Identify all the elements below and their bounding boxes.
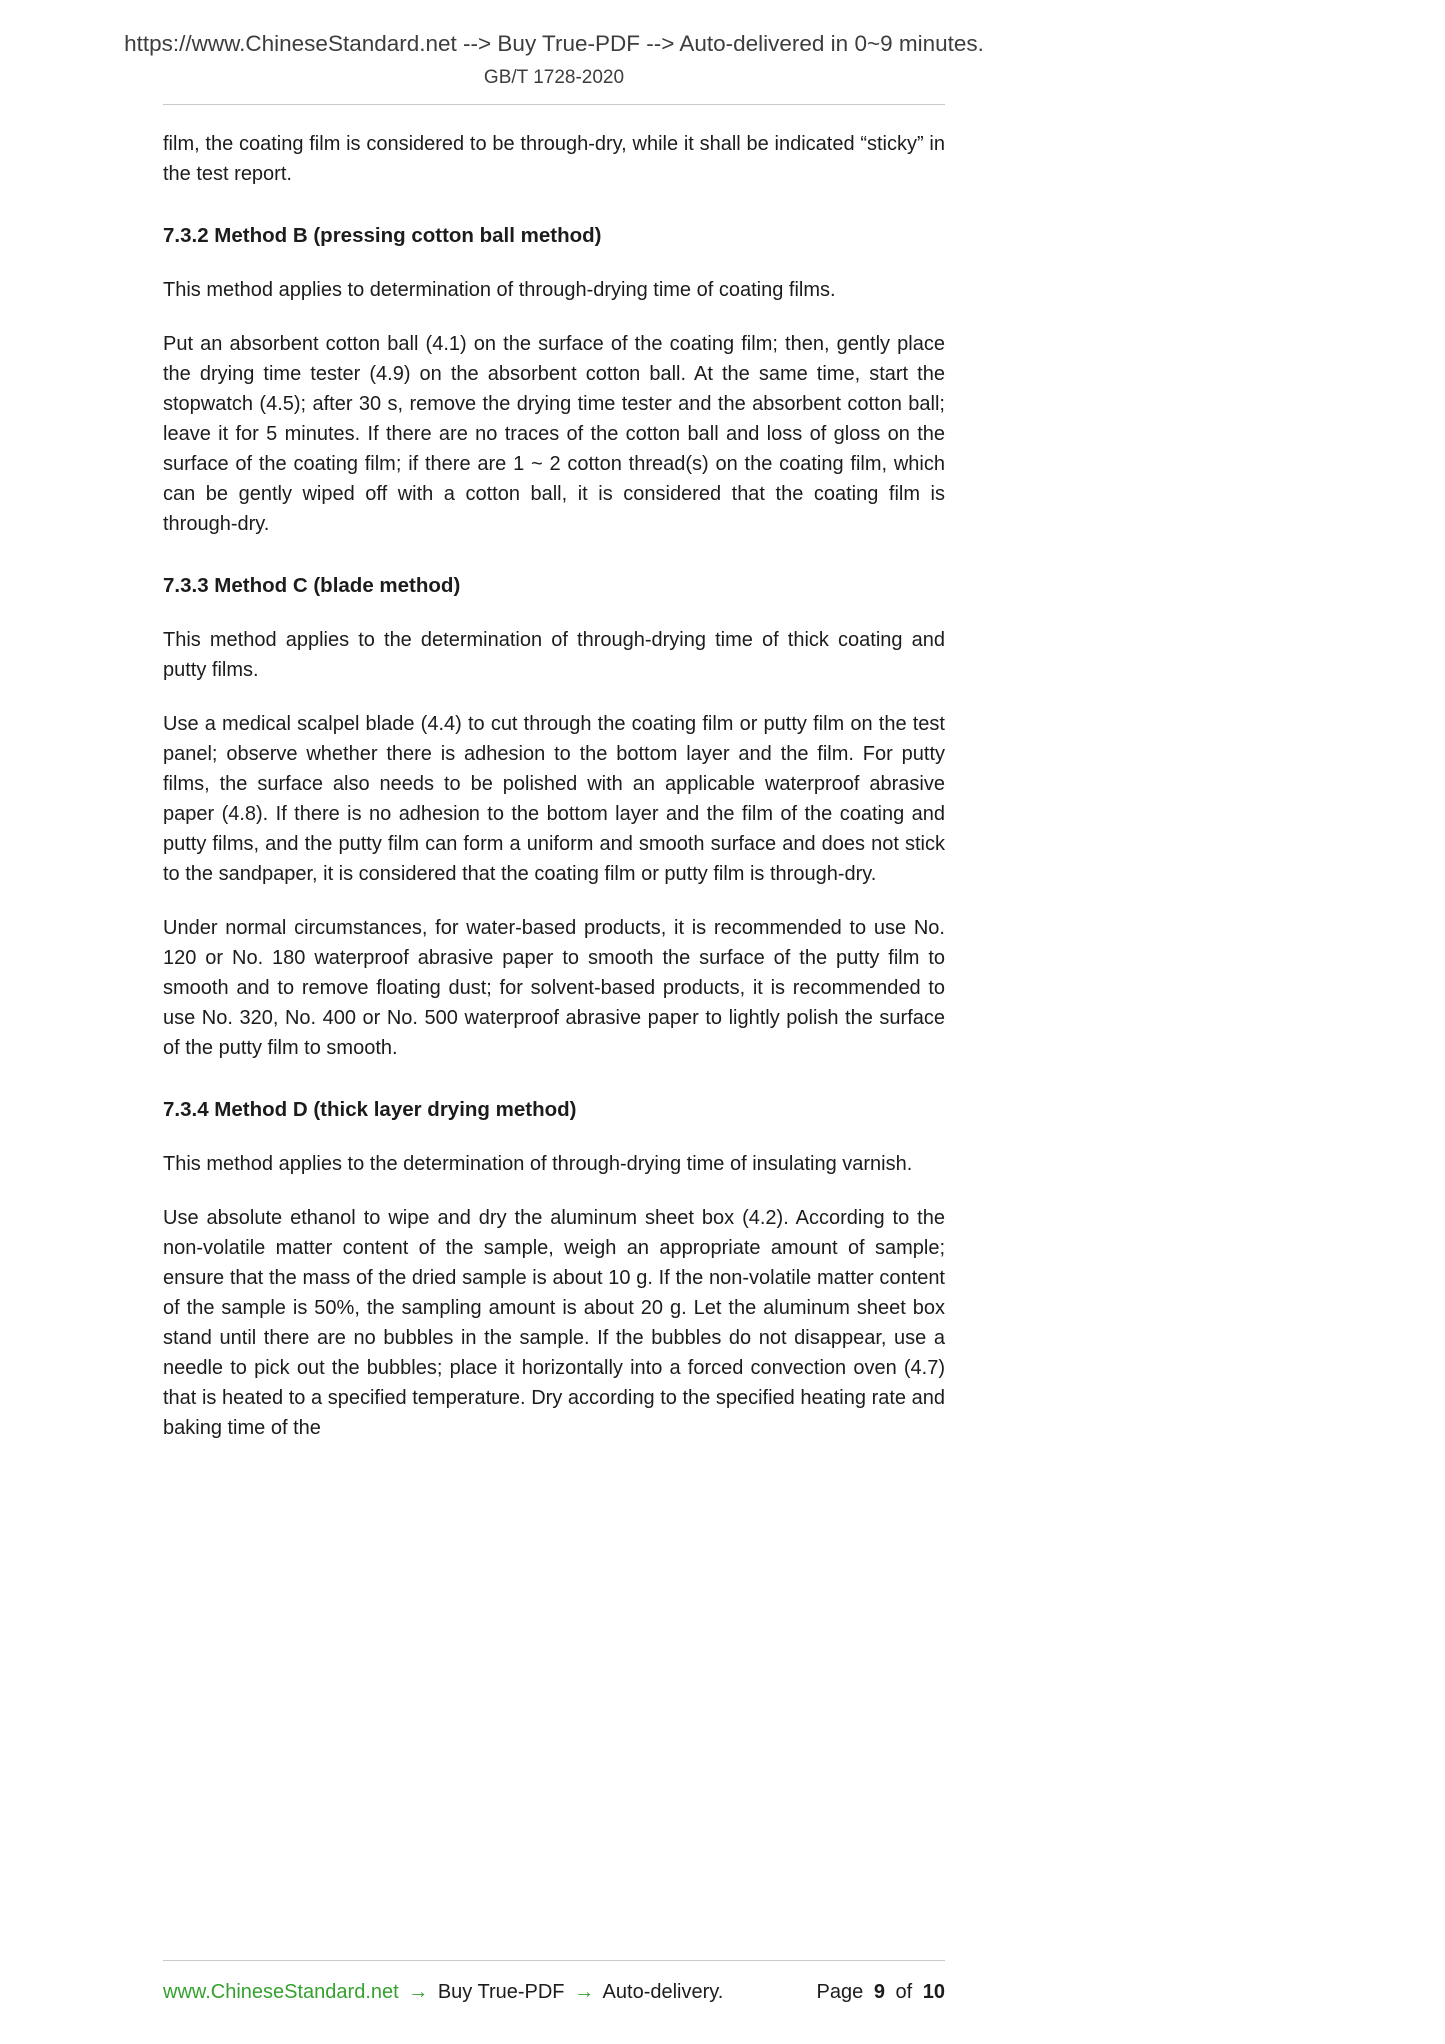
document-body bbox=[163, 129, 945, 1443]
section-heading-7-3-3: 7.3.3 Method C (blade method) bbox=[163, 574, 461, 597]
site-link[interactable]: www.ChineseStandard.net bbox=[163, 1981, 399, 2003]
page-word: Page bbox=[816, 1981, 864, 2003]
paragraph-method-b-procedure: Put an absorbent cotton ball (4.1) on the surface of the coating film; then, gently place the drying time tester (4.9) on the absorbent cotton ball. At the same time, start the stopwatch (4.5); after 30 s, remove the drying time tester and the absorbent cotton ball; leave it for 5 minutes. If there are no traces of the cotton ball and loss of gloss on the surface of the coating film; if there are 1 ~ 2 cotton thread(s) on the coating film, which can be gently wiped off with a cotton ball, it is considered that the coating film is through-dry. bbox=[163, 333, 945, 535]
header-url-line[interactable]: https://www.ChineseStandard.net --> Buy True-PDF --> Auto-delivered in 0~9 minutes. bbox=[124, 31, 984, 56]
current-page: 9 bbox=[873, 1981, 885, 2003]
paragraph-method-c-procedure: Use a medical scalpel blade (4.4) to cut through the coating film or putty film on the test panel; observe whether there is adhesion to the bottom layer and the film. For putty films, the surface also needs to be polished with an applicable waterproof abrasive paper (4.8). If there is no adhesion to the bottom layer and the film of the coating and putty films, and the putty film can form a uniform and smooth surface and does not stick to the sandpaper, it is considered that the coating film or putty film is through-dry. bbox=[163, 713, 945, 885]
page-footer bbox=[163, 1960, 945, 2004]
footer-source-line bbox=[163, 1981, 727, 2004]
arrow-icon: → bbox=[408, 1981, 429, 2003]
total-pages: 10 bbox=[922, 1981, 945, 2003]
of-word: of bbox=[895, 1981, 913, 2003]
header-divider bbox=[163, 104, 945, 105]
paragraph-method-d-procedure: Use absolute ethanol to wipe and dry the aluminum sheet box (4.2). According to the non-volatile matter content of the sample, weigh an appropriate amount of sample; ensure that the mass of the dried sample is about 10 g. If the non-volatile matter content of the sample is 50%, the sampling amount is about 20 g. Let the aluminum sheet box stand until there are no bubbles in the sample. If the bubbles do not disappear, use a needle to pick out the bubbles; place it horizontally into a forced convection oven (4.7) that is heated to a specified temperature. Dry according to the specified heating rate and baking time of the bbox=[163, 1207, 945, 1439]
buy-pdf-label: Buy True-PDF bbox=[437, 1981, 565, 2003]
page-indicator bbox=[812, 1981, 945, 2004]
page-content bbox=[124, 0, 984, 1443]
paragraph-method-b-scope: This method applies to determination of through-drying time of coating films. bbox=[163, 279, 836, 301]
arrow-icon: → bbox=[574, 1981, 595, 2003]
paragraph-method-c-abrasive: Under normal circumstances, for water-based products, it is recommended to use No. 120 or No. 180 waterproof abrasive paper to smooth the surface of the putty film to smooth and to remove floating dust; for solvent-based products, it is recommended to use No. 320, No. 400 or No. 500 waterproof abrasive paper to lightly polish the surface of the putty film to smooth. bbox=[163, 917, 945, 1059]
standard-number: GB/T 1728-2020 bbox=[483, 67, 625, 88]
section-heading-7-3-4: 7.3.4 Method D (thick layer drying method) bbox=[163, 1098, 577, 1121]
delivery-label: Auto-delivery. bbox=[602, 1981, 724, 2003]
footer-divider bbox=[163, 1960, 945, 1961]
paragraph-method-c-scope: This method applies to the determination of through-drying time of thick coating and putty films. bbox=[163, 629, 945, 681]
paragraph-continuation: film, the coating film is considered to be through-dry, while it shall be indicated “sticky” in the test report. bbox=[163, 133, 945, 185]
paragraph-method-d-scope: This method applies to the determination of through-drying time of insulating varnish. bbox=[163, 1153, 913, 1175]
section-heading-7-3-2: 7.3.2 Method B (pressing cotton ball method) bbox=[163, 224, 602, 247]
